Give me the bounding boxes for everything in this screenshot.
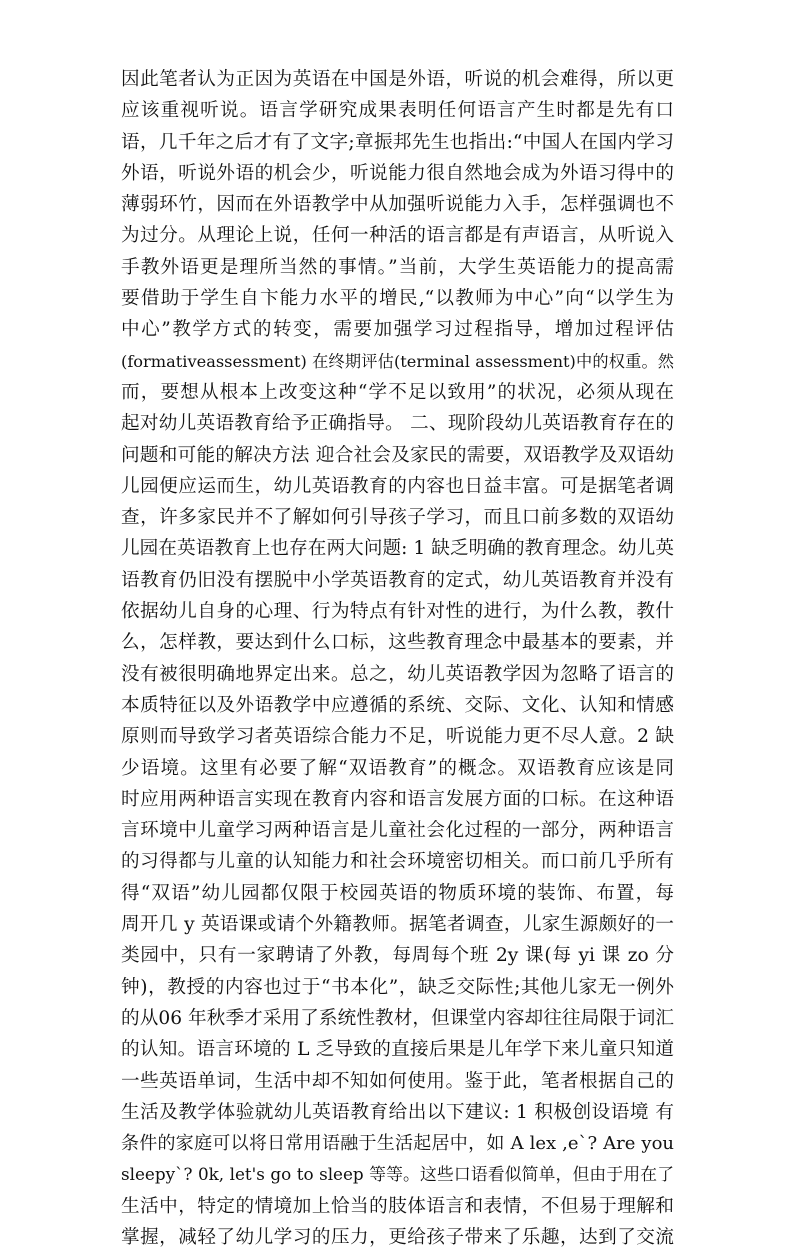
text-line: 问题和可能的解决方法 迎合社会及家民的需要，双语教学及双语幼 (121, 444, 674, 466)
text-line: 生活中，特定的情境加上恰当的肢体语言和表情，不但易于理解和 (121, 1195, 674, 1217)
text-line: 语教育仍旧没有摆脱中小学英语教育的定式，幼儿英语教育并没有 (121, 569, 674, 591)
text-line: 外语，听说外语的机会少，听说能力很自然地会成为外语习得中的 (121, 162, 674, 184)
text-line: 得“双语”幼儿园都仅限于校园英语的物质环境的装饰、布置，每 (121, 882, 674, 904)
text-line: (formativeassessment) 在终期评估(terminal assessment)中的权重。然 (121, 351, 674, 371)
text-line: 的认知。语言环境的 L 乏导致的直接后果是儿年学下来儿童只知道 (121, 1039, 674, 1061)
text-line: 为过分。从理论上说，任何一种活的语言都是有声语言，从听说入 (121, 225, 674, 247)
text-line: 类园中，只有一家聘请了外教，每周每个班 2y 课(每 yi 课 zo 分 (121, 945, 674, 967)
text-line: 依据幼儿自身的心理、行为特点有针对性的进行，为什么教，教什 (121, 601, 674, 623)
text-line: 时应用两种语言实现在教育内容和语言发展方面的口标。在这种语 (121, 788, 674, 810)
text-line: 条件的家庭可以将日常用语融于生活起居中，如 A lex ,e`? Are you (121, 1133, 674, 1155)
text-line: 周开几 y 英语课或请个外籍教师。据笔者调查，儿家生源颇好的一 (121, 914, 674, 936)
text-line: 儿园便应运而生，幼儿英语教育的内容也日益丰富。可是据笔者调 (121, 475, 674, 497)
text-line: 要借助于学生自卞能力水平的增民,“以教师为中心”向“以学生为 (121, 288, 674, 310)
text-line: 么，怎样教，要达到什么口标，这些教育理念中最基本的要素，并 (121, 632, 674, 654)
text-line: 的从06 年秋季才采用了系统性教材，但课堂内容却往往局限于词汇 (121, 1007, 674, 1029)
text-line: 的习得都与儿童的认知能力和社会环境密切相关。而口前几乎所有 (121, 851, 674, 873)
text-line: 没有被很明确地界定出来。总之，幼儿英语教学因为忽略了语言的 (121, 663, 674, 685)
text-line: 语，几千年之后才有了文字;章振邦先生也指出:“中国人在国内学习 (121, 131, 674, 153)
text-line: 而，要想从根本上改变这种“学不足以致用”的状况，必须从现在 (121, 381, 674, 403)
text-line: 查，许多家民并不了解如何引导孩子学习，而且口前多数的双语幼 (121, 507, 674, 529)
text-line: 言环境中儿童学习两种语言是儿童社会化过程的一部分，两种语言 (121, 820, 674, 842)
text-line: 应该重视听说。语言学研究成果表明任何语言产生时都是先有口 (121, 100, 674, 122)
text-line: 因此笔者认为正因为英语在中国是外语，听说的机会难得，所以更 (121, 69, 674, 90)
text-line: 儿园在英语教育上也存在两大问题: 1 缺乏明确的教育理念。幼儿英 (121, 538, 674, 560)
text-line: 掌握，减轻了幼儿学习的压力，更给孩子带来了乐趣，达到了交流 (121, 1226, 674, 1248)
text-line: 钟)，教授的内容也过于“书本化”，缺乏交际性;其他儿家无一例外 (121, 976, 674, 998)
document-body (121, 64, 674, 1253)
text-line: 生活及教学体验就幼儿英语教育给出以下建议: 1 积极创设语境 有 (121, 1101, 674, 1123)
text-line: 少语境。这里有必要了解“双语教育”的概念。双语教育应该是同 (121, 757, 674, 779)
text-line: sleepy`? 0k, let's go to sleep 等等。这些口语看似简单，但由于用在了 (121, 1164, 674, 1185)
text-line: 起对幼儿英语教育给予正确指导。 二、现阶段幼儿英语教育存在的 (121, 413, 674, 435)
text-line: 原则而导致学习者英语综合能力不足，听说能力更不尽人意。2 缺 (121, 726, 674, 748)
text-line: 中心”教学方式的转变，需要加强学习过程指导，增加过程评估 (121, 319, 674, 341)
text-line: 薄弱环竹，因而在外语教学中从加强听说能力入手，怎样强调也不 (121, 194, 674, 216)
text-line: 一些英语单词，生活中却不知如何使用。鉴于此，笔者根据自己的 (121, 1070, 674, 1092)
text-line: 手教外语更是理所当然的事情。”当前，大学生英语能力的提高需 (121, 256, 674, 278)
text-line: 本质特征以及外语教学中应遵循的系统、交际、文化、认知和情感 (121, 694, 674, 716)
